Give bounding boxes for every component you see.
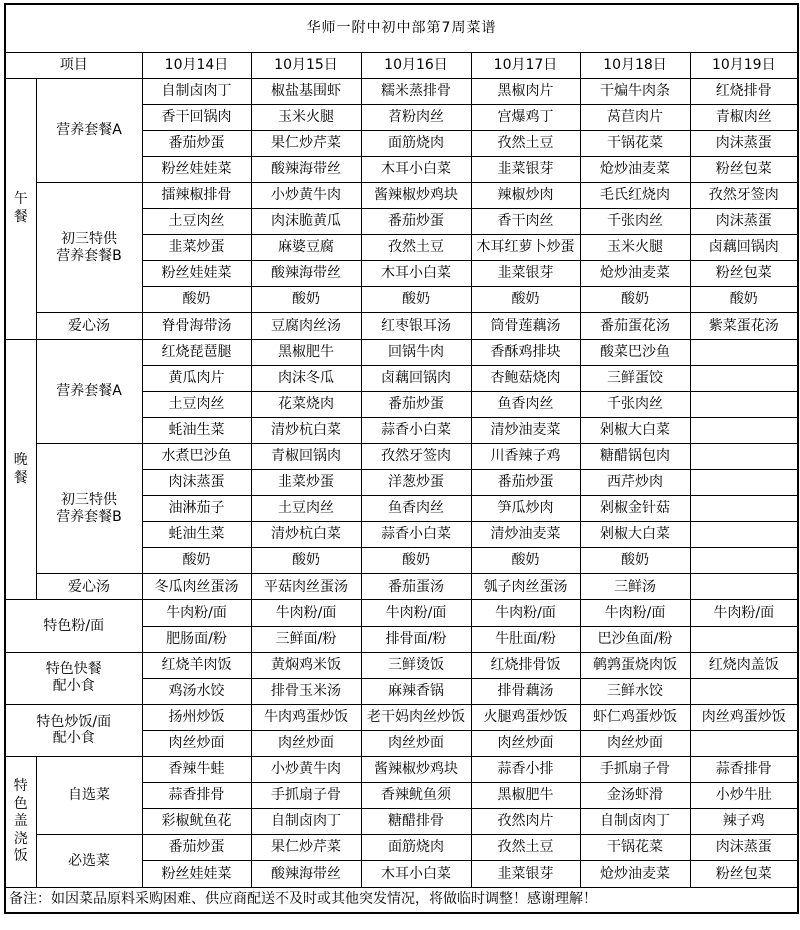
dish-cell: 木耳小白菜 [361, 861, 471, 887]
dish-cell: 木耳小白菜 [361, 261, 471, 287]
dish-cell: 干锅花菜 [580, 130, 690, 156]
dish-cell: 酸奶 [580, 548, 690, 574]
dish-cell [690, 339, 798, 365]
dish-cell: 干煸牛肉条 [580, 78, 690, 104]
dish-cell: 孜然牙签肉 [690, 182, 798, 208]
dish-cell: 金汤虾滑 [580, 783, 690, 809]
meal-label-char: 餐 [13, 208, 28, 225]
dish-cell [690, 391, 798, 417]
dish-cell: 擂辣椒排骨 [142, 182, 251, 208]
dish-cell: 面筋烧肉 [361, 835, 471, 861]
dish-cell: 虾仁鸡蛋炒饭 [580, 704, 690, 730]
dish-cell: 冬瓜肉丝蛋汤 [142, 574, 251, 600]
dish-cell: 排骨藕汤 [471, 678, 580, 704]
dish-cell: 蒜香排骨 [690, 757, 798, 783]
dish-cell: 酸奶 [142, 287, 251, 313]
dish-cell: 肉丝炒面 [471, 730, 580, 756]
dish-cell: 巴沙鱼面/粉 [580, 626, 690, 652]
dish-cell: 紫菜蛋花汤 [690, 313, 798, 339]
dish-cell: 香干肉丝 [471, 209, 580, 235]
dish-cell: 糖醋排骨 [361, 809, 471, 835]
dish-cell: 手抓扇子骨 [580, 757, 690, 783]
dish-cell: 小炒黄牛肉 [251, 182, 361, 208]
dish-cell: 黄焖鸡米饭 [251, 652, 361, 678]
dish-cell: 酸奶 [251, 548, 361, 574]
dish-cell [690, 417, 798, 443]
dish-cell: 三鲜蛋饺 [580, 365, 690, 391]
dish-cell: 红烧排骨 [690, 78, 798, 104]
dish-cell: 番茄蛋汤 [361, 574, 471, 600]
dish-cell [690, 443, 798, 469]
dish-cell: 肉沫蒸蛋 [690, 209, 798, 235]
dish-cell: 辣子鸡 [690, 809, 798, 835]
gaifan-label-char: 浇 [13, 830, 28, 847]
dish-cell: 蒜香小白菜 [361, 522, 471, 548]
dish-cell: 辣椒炒肉 [471, 182, 580, 208]
dish-cell: 番茄炒蛋 [142, 835, 251, 861]
dish-cell: 红烧羊肉饭 [142, 652, 251, 678]
dish-cell: 炝炒油麦菜 [580, 261, 690, 287]
dish-cell: 韭菜银芽 [471, 861, 580, 887]
dish-cell: 孜然土豆 [471, 835, 580, 861]
dish-cell: 果仁炒芹菜 [251, 130, 361, 156]
dish-cell: 自制卤肉丁 [142, 78, 251, 104]
dish-cell: 面筋烧肉 [361, 130, 471, 156]
dish-cell: 牛肚面/粉 [471, 626, 580, 652]
dish-cell: 毛氏红烧肉 [580, 182, 690, 208]
dish-cell: 三鲜汤 [580, 574, 690, 600]
dish-cell: 清炒杭白菜 [251, 522, 361, 548]
day-header: 10月17日 [471, 52, 580, 78]
gaifan-label-char: 盖 [13, 813, 28, 830]
dish-cell: 玉米火腿 [251, 104, 361, 130]
dish-cell [690, 548, 798, 574]
dish-cell: 排骨面/粉 [361, 626, 471, 652]
dish-cell: 红烧排骨饭 [471, 652, 580, 678]
gaifan-group-name: 自选菜 [36, 757, 142, 835]
day-header: 10月15日 [251, 52, 361, 78]
dish-cell [690, 678, 798, 704]
dish-cell: 火腿鸡蛋炒饭 [471, 704, 580, 730]
dish-cell: 肉沫蒸蛋 [142, 470, 251, 496]
dish-cell: 苕粉肉丝 [361, 104, 471, 130]
dish-cell: 清炒油麦菜 [471, 417, 580, 443]
dish-cell: 肥肠面/粉 [142, 626, 251, 652]
dish-cell: 土豆肉丝 [142, 209, 251, 235]
dish-cell: 糯米蒸排骨 [361, 78, 471, 104]
dish-cell: 粉丝娃娃菜 [142, 261, 251, 287]
dish-cell: 牛肉粉/面 [251, 600, 361, 626]
set-name: 爱心汤 [36, 313, 142, 339]
meal-label-char: 午 [13, 191, 28, 208]
dish-cell: 卤藕回锅肉 [361, 365, 471, 391]
dish-cell: 花菜烧肉 [251, 391, 361, 417]
dish-cell: 木耳红萝卜炒蛋 [471, 235, 580, 261]
dish-cell: 肉沫蒸蛋 [690, 835, 798, 861]
dish-cell: 粉丝包菜 [690, 261, 798, 287]
dish-cell: 香酥鸡排块 [471, 339, 580, 365]
dish-cell: 肉沫脆黄瓜 [251, 209, 361, 235]
dish-cell: 土豆肉丝 [142, 391, 251, 417]
weekly-menu-table [4, 3, 799, 914]
dish-cell: 鸡汤水饺 [142, 678, 251, 704]
dish-cell: 剁椒大白菜 [580, 417, 690, 443]
dish-cell [690, 730, 798, 756]
dish-cell: 卤藕回锅肉 [690, 235, 798, 261]
dish-cell: 鹌鹑蛋烧肉饭 [580, 652, 690, 678]
dish-cell: 肉丝炒面 [361, 730, 471, 756]
dish-cell: 蒜香小白菜 [361, 417, 471, 443]
dish-cell: 红烧肉盖饭 [690, 652, 798, 678]
dish-cell: 牛肉粉/面 [142, 600, 251, 626]
dish-cell: 牛肉粉/面 [580, 600, 690, 626]
day-header: 10月18日 [580, 52, 690, 78]
dish-cell: 酸奶 [361, 548, 471, 574]
dish-cell: 三鲜面/粉 [251, 626, 361, 652]
dish-cell: 豆腐肉丝汤 [251, 313, 361, 339]
dish-cell: 肉丝炒面 [580, 730, 690, 756]
meal-label [5, 339, 36, 600]
special-label: 特色粉/面 [5, 600, 142, 652]
dish-cell: 麻辣香锅 [361, 678, 471, 704]
gaifan-label-char: 特 [13, 778, 28, 795]
table-row [5, 757, 798, 783]
dish-cell: 牛肉鸡蛋炒饭 [251, 704, 361, 730]
dish-cell: 清炒油麦菜 [471, 522, 580, 548]
dish-cell: 酸奶 [471, 287, 580, 313]
dish-cell: 蚝油生菜 [142, 522, 251, 548]
dish-cell: 排骨玉米汤 [251, 678, 361, 704]
footer-note: 备注：如因菜品原料采购困难、供应商配送不及时或其他突发情况，将做临时调整！感谢理解！ [5, 887, 798, 913]
dish-cell: 老干妈肉丝炒饭 [361, 704, 471, 730]
dish-cell: 手抓扇子骨 [251, 783, 361, 809]
table-row [5, 704, 798, 730]
dish-cell: 番茄炒蛋 [471, 470, 580, 496]
dish-cell: 椒盐基围虾 [251, 78, 361, 104]
dish-cell: 牛肉粉/面 [361, 600, 471, 626]
dish-cell: 三鲜水饺 [580, 678, 690, 704]
day-header: 10月19日 [690, 52, 798, 78]
dish-cell: 剁椒大白菜 [580, 522, 690, 548]
dish-cell: 红烧琵琶腿 [142, 339, 251, 365]
dish-cell [690, 365, 798, 391]
dish-cell: 筒骨莲藕汤 [471, 313, 580, 339]
dish-cell: 酱辣椒炒鸡块 [361, 757, 471, 783]
table-row [5, 78, 798, 104]
dish-cell: 粉丝包菜 [690, 861, 798, 887]
special-label: 特色快餐 配小食 [5, 652, 142, 704]
dish-cell: 彩椒鱿鱼花 [142, 809, 251, 835]
dish-cell: 剁椒金针菇 [580, 496, 690, 522]
dish-cell: 孜然土豆 [471, 130, 580, 156]
table-row [5, 4, 798, 52]
gaifan-label-char: 饭 [13, 848, 28, 865]
set-name: 营养套餐A [36, 78, 142, 182]
dish-cell: 杏鲍菇烧肉 [471, 365, 580, 391]
dish-cell: 回锅牛肉 [361, 339, 471, 365]
dish-cell: 果仁炒芹菜 [251, 835, 361, 861]
dish-cell: 油淋茄子 [142, 496, 251, 522]
dish-cell: 孜然土豆 [361, 235, 471, 261]
dish-cell: 黑椒肉片 [471, 78, 580, 104]
dish-cell: 鱼香肉丝 [471, 391, 580, 417]
dish-cell: 香干回锅肉 [142, 104, 251, 130]
table-row [5, 339, 798, 365]
dish-cell: 酸奶 [471, 548, 580, 574]
dish-cell: 肉丝鸡蛋炒饭 [690, 704, 798, 730]
dish-cell: 红枣银耳汤 [361, 313, 471, 339]
dish-cell: 黑椒肥牛 [471, 783, 580, 809]
set-name: 初三特供 营养套餐B [36, 443, 142, 573]
dish-cell: 香辣鱿鱼须 [361, 783, 471, 809]
meal-label-char: 餐 [13, 469, 28, 486]
dish-cell [690, 574, 798, 600]
dish-cell: 千张肉丝 [580, 391, 690, 417]
meal-label-char: 晚 [13, 452, 28, 468]
dish-cell: 孜然牙签肉 [361, 443, 471, 469]
gaifan-label [5, 757, 36, 887]
dish-cell: 番茄炒蛋 [142, 130, 251, 156]
set-name: 初三特供 营养套餐B [36, 182, 142, 312]
dish-cell: 莴苣肉片 [580, 104, 690, 130]
dish-cell: 韭菜炒蛋 [251, 470, 361, 496]
dish-cell: 韭菜炒蛋 [142, 235, 251, 261]
dish-cell: 番茄蛋花汤 [580, 313, 690, 339]
dish-cell [690, 626, 798, 652]
dish-cell: 干锅花菜 [580, 835, 690, 861]
dish-cell: 酸菜巴沙鱼 [580, 339, 690, 365]
dish-cell: 炝炒油麦菜 [580, 861, 690, 887]
dish-cell: 炝炒油麦菜 [580, 156, 690, 182]
dish-cell: 脊骨海带汤 [142, 313, 251, 339]
dish-cell: 牛肉粉/面 [690, 600, 798, 626]
table-row [5, 313, 798, 339]
dish-cell: 自制卤肉丁 [251, 809, 361, 835]
dish-cell: 酸奶 [361, 287, 471, 313]
dish-cell: 番茄炒蛋 [361, 391, 471, 417]
dish-cell: 扬州炒饭 [142, 704, 251, 730]
dish-cell: 番茄炒蛋 [361, 209, 471, 235]
dish-cell: 小炒黄牛肉 [251, 757, 361, 783]
dish-cell: 土豆肉丝 [251, 496, 361, 522]
dish-cell: 酸辣海带丝 [251, 156, 361, 182]
dish-cell: 清炒杭白菜 [251, 417, 361, 443]
dish-cell: 木耳小白菜 [361, 156, 471, 182]
dish-cell: 酱辣椒炒鸡块 [361, 182, 471, 208]
dish-cell: 小炒牛肚 [690, 783, 798, 809]
table-row [5, 600, 798, 626]
dish-cell: 孜然肉片 [471, 809, 580, 835]
dish-cell: 酸奶 [580, 287, 690, 313]
dish-cell: 笋瓜炒肉 [471, 496, 580, 522]
table-row [5, 835, 798, 861]
dish-cell: 青椒肉丝 [690, 104, 798, 130]
dish-cell: 肉丝炒面 [142, 730, 251, 756]
dish-cell: 蚝油生菜 [142, 417, 251, 443]
set-name: 营养套餐A [36, 339, 142, 443]
table-row [5, 574, 798, 600]
dish-cell: 麻婆豆腐 [251, 235, 361, 261]
dish-cell: 酸奶 [142, 548, 251, 574]
dish-cell: 蒜香小排 [471, 757, 580, 783]
dish-cell: 粉丝娃娃菜 [142, 861, 251, 887]
dish-cell: 酸辣海带丝 [251, 861, 361, 887]
page-title: 华师一附中初中部第7周菜谱 [5, 4, 798, 52]
table-row [5, 182, 798, 208]
set-name: 爱心汤 [36, 574, 142, 600]
dish-cell: 平菇肉丝蛋汤 [251, 574, 361, 600]
dish-cell: 三鲜烫饭 [361, 652, 471, 678]
dish-cell: 宫爆鸡丁 [471, 104, 580, 130]
dish-cell: 西芹炒肉 [580, 470, 690, 496]
dish-cell: 黄瓜肉片 [142, 365, 251, 391]
table-row [5, 652, 798, 678]
meal-label [5, 78, 36, 339]
dish-cell: 韭菜银芽 [471, 156, 580, 182]
gaifan-label-char: 色 [13, 795, 28, 812]
dish-cell: 川香辣子鸡 [471, 443, 580, 469]
dish-cell [690, 496, 798, 522]
dish-cell: 粉丝包菜 [690, 156, 798, 182]
table-row [5, 52, 798, 78]
dish-cell: 瓠子肉丝蛋汤 [471, 574, 580, 600]
dish-cell: 粉丝娃娃菜 [142, 156, 251, 182]
dish-cell: 酸辣海带丝 [251, 261, 361, 287]
dish-cell: 鱼香肉丝 [361, 496, 471, 522]
dish-cell: 青椒回锅肉 [251, 443, 361, 469]
dish-cell: 酸奶 [690, 287, 798, 313]
dish-cell: 牛肉粉/面 [471, 600, 580, 626]
dish-cell [690, 522, 798, 548]
dish-cell: 香辣牛蛙 [142, 757, 251, 783]
table-row [5, 443, 798, 469]
gaifan-group-name: 必选菜 [36, 835, 142, 887]
dish-cell: 肉沫冬瓜 [251, 365, 361, 391]
dish-cell: 糖醋锅包肉 [580, 443, 690, 469]
dish-cell: 玉米火腿 [580, 235, 690, 261]
dish-cell: 肉沫蒸蛋 [690, 130, 798, 156]
dish-cell: 洋葱炒蛋 [361, 470, 471, 496]
dish-cell: 韭菜银芽 [471, 261, 580, 287]
dish-cell: 水煮巴沙鱼 [142, 443, 251, 469]
item-header: 项目 [5, 52, 142, 78]
dish-cell: 自制卤肉丁 [580, 809, 690, 835]
dish-cell: 酸奶 [251, 287, 361, 313]
day-header: 10月16日 [361, 52, 471, 78]
dish-cell: 肉丝炒面 [251, 730, 361, 756]
dish-cell: 黑椒肥牛 [251, 339, 361, 365]
dish-cell: 蒜香排骨 [142, 783, 251, 809]
day-header: 10月14日 [142, 52, 251, 78]
dish-cell [690, 470, 798, 496]
dish-cell: 千张肉丝 [580, 209, 690, 235]
special-label: 特色炒饭/面 配小食 [5, 704, 142, 756]
table-row [5, 887, 798, 913]
